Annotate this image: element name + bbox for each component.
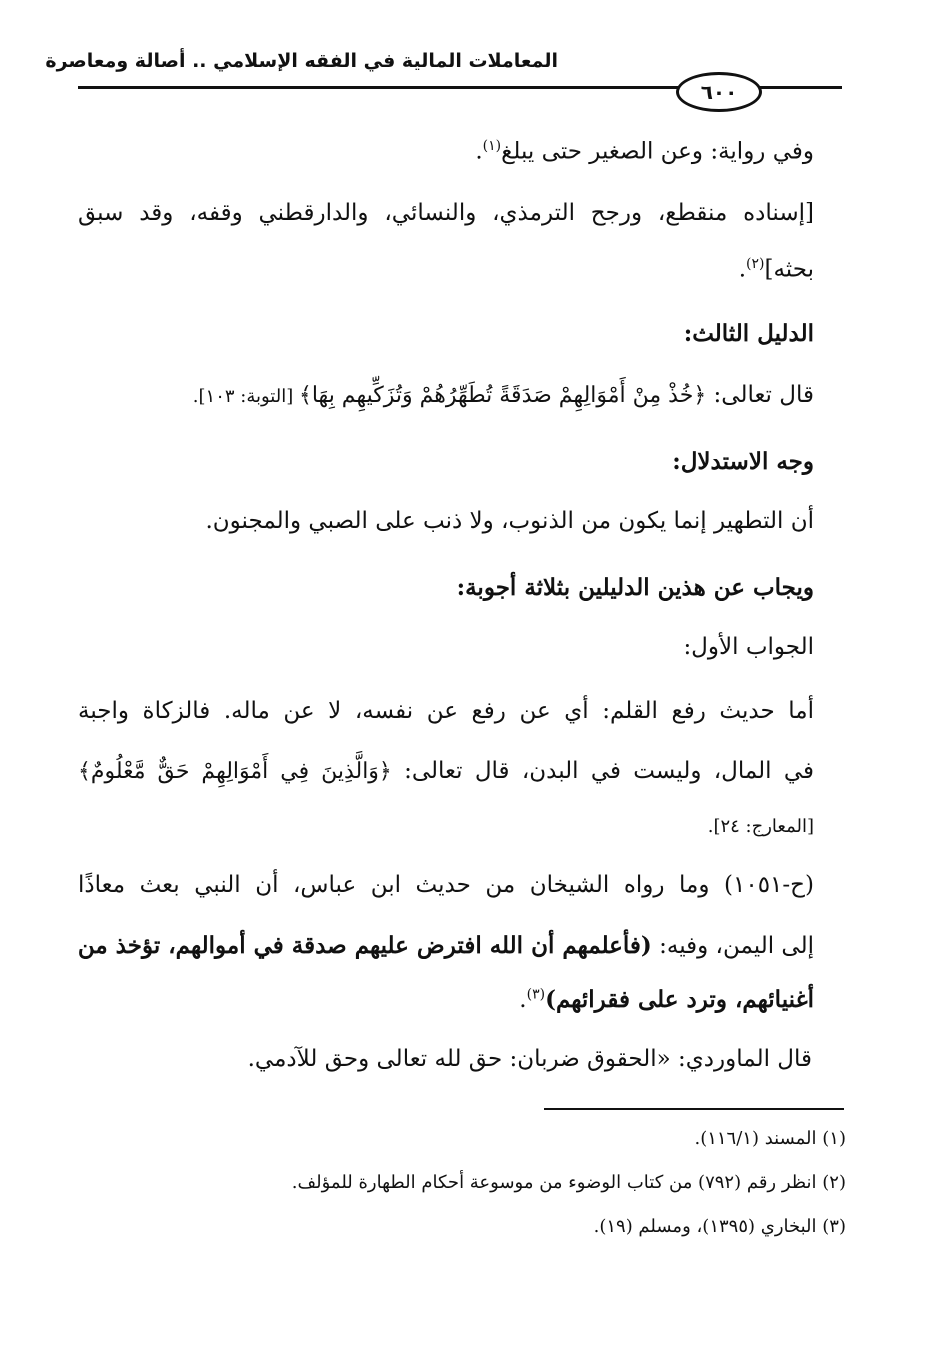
text-line-10 [78, 932, 814, 961]
footnote-ref-2[interactable]: (٢) [746, 256, 765, 272]
footnote-1: (١) المسند (١١٦/١). [694, 1128, 846, 1149]
footnote-3: (٣) البخاري (١٣٩٥)، ومسلم (١٩). [593, 1216, 846, 1237]
verse-source-1: [التوبة: ١٠٣]. [192, 386, 299, 407]
text-line-7 [78, 758, 814, 786]
text-line-5: أن التطهير إنما يكون من الذنوب، ولا ذنب على الصبي والمجنون. [205, 508, 814, 534]
text: بحثه] [764, 256, 814, 283]
footnote-2: (٢) انظر رقم (٧٩٢) من كتاب الوضوء من موسوعة أحكام الطهارة للمؤلف. [291, 1172, 846, 1193]
text: قال تعالى: [706, 382, 814, 408]
heading-inference: وجه الاستدلال: [672, 448, 814, 475]
running-header-title: المعاملات المالية في الفقه الإسلامي .. أصالة ومعاصرة [45, 50, 558, 72]
verse-source-2: [المعارج: ٢٤]. [707, 816, 814, 837]
text-line-1 [475, 138, 814, 166]
text-line-quran-1 [193, 382, 814, 410]
footnote-ref-3[interactable]: (٣) [526, 986, 546, 1003]
page-number-badge: ٦٠٠ [676, 72, 762, 112]
text-line-2: [إسناده منقطع، ورجح الترمذي، والنسائي، والدارقطني وقفه، وقد سبق [78, 200, 814, 226]
hadith-text: (فأعلمهم أن الله افترض عليهم صدقة في أموالهم، تؤخذ من [77, 932, 652, 959]
punct: . [475, 138, 483, 165]
hadith-text-cont: أغنيائهم، وترد على فقرائهم) [545, 986, 814, 1013]
footnote-ref-1[interactable]: (١) [482, 138, 502, 154]
text-line-6: أما حديث رفع القلم: أي عن رفع عن نفسه، لا عن ماله. فالزكاة واجبة [78, 698, 814, 724]
punct: . [738, 256, 747, 283]
quran-verse-2: ﴿وَالَّذِينَ فِي أَمْوَالِهِمْ حَقٌّ مَّعْلُومٌ﴾ [78, 759, 392, 784]
heading-third-evidence: الدليل الثالث: [683, 320, 814, 347]
heading-first-answer: الجواب الأول: [683, 634, 814, 660]
text: إلى اليمن، وفيه: [651, 933, 814, 959]
quran-verse-1: ﴿خُذْ مِنْ أَمْوَالِهِمْ صَدَقَةً تُطَهِّرُهُمْ وَتُزَكِّيهِم بِهَا﴾ [298, 383, 707, 408]
text-line-11 [519, 986, 814, 1015]
heading-answers: ويجاب عن هذين الدليلين بثلاثة أجوبة: [456, 574, 814, 601]
text-line-9: (ح-١٠٥١) وما رواه الشيخان من حديث ابن عباس، أن النبي بعث معاذًا [78, 872, 814, 898]
text-line-3 [739, 256, 814, 284]
text: وفي رواية: وعن الصغير حتى يبلغ [501, 138, 814, 165]
footnote-rule [544, 1108, 844, 1110]
text-line-12: قال الماوردي: «الحقوق ضربان: حق لله تعالى وحق للآدمي. [247, 1046, 812, 1072]
text: في المال، وليست في البدن، قال تعالى: [391, 758, 814, 784]
punct: . [519, 987, 527, 1013]
